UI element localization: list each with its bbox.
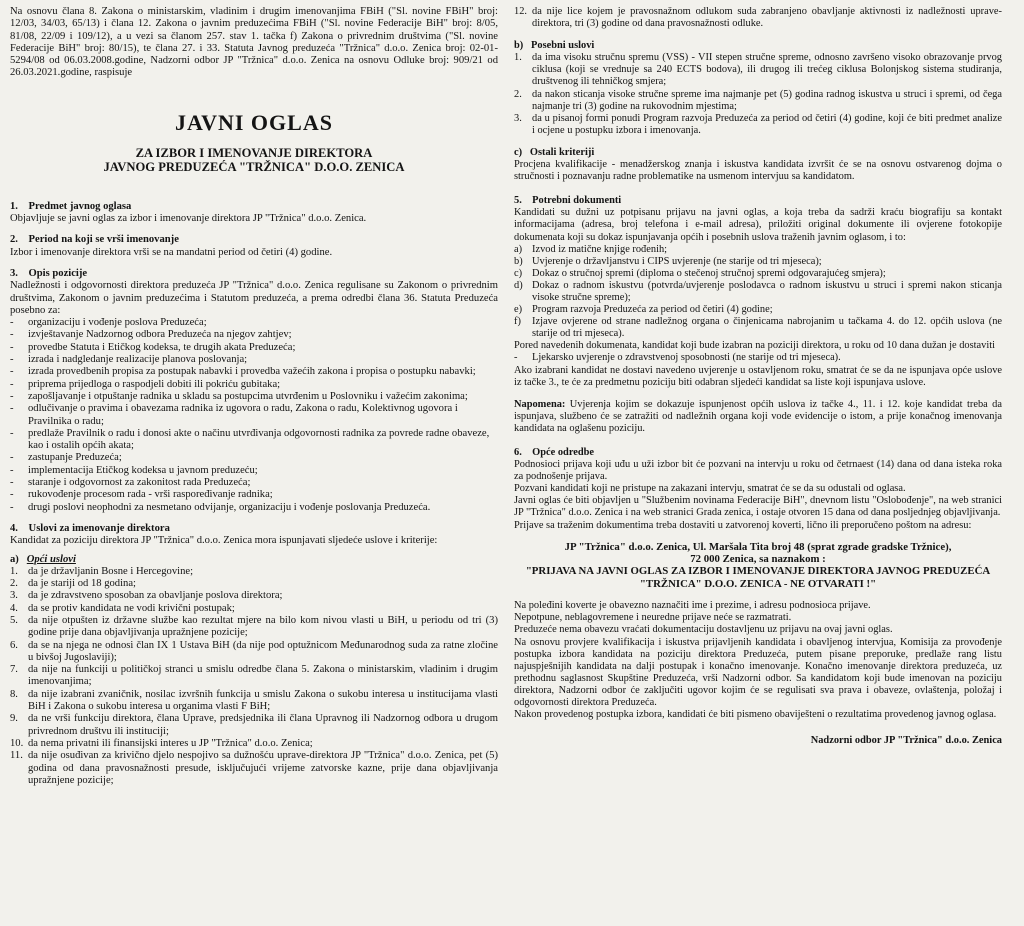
list-item-number: b)	[514, 255, 523, 267]
note-text: Uvjerenja kojim se dokazuje ispunjenost općih uslova iz tačke 4., 11. i 12. koje kandidat treba da ispunjava, službeno će se zatražiti od nadležnih organa koji vode evidencije o istom, a prije konačnog imenovanja kandidata na oglašenu poziciju.	[514, 398, 1002, 434]
paragraph: Na osnovu provjere kvalifikacija i iskustva prijavljenih kandidata i obavljenog intervjua, Komisija za provođenje postupka izbora kandidata na poziciju direktora Preduzeća, putem pisane preporuke, predlaže rang listu najuspješnijih kandidata na dalji postupak i konačno imenovanje. Konačno imenovanje direktora preduzeća, uz prethodnu saglasnost Skupštine Preduzeća, vrši Nadzorni odbor. Sa kandidatom koji bude imenovan na poziciju direktora, Nadzorni odbor će zaključiti ugovor kojim će se regulisati sva prava i obaveze, ovlaštenja, položaj i odgovornosti direktora Preduzeća.	[514, 636, 1002, 709]
section-2	[10, 234, 498, 259]
list-item-text: Uvjerenje o državljanstvu i CIPS uvjerenje (ne starije od tri mjeseca);	[532, 255, 822, 267]
list-item: - odlučivanje o pravima i obavezama radnika iz ugovora o radu, Zakona o radu, Kolektivnog ugovora i Pravilnika o radu;	[10, 403, 498, 428]
list-item: - izrada i nadgledanje realizacije planova poslovanja;	[10, 354, 498, 366]
list-item: - Ljekarsko uvjerenje o zdravstvenoj sposobnosti (ne starije od tri mjeseca).	[514, 352, 1002, 364]
left-column	[10, 6, 498, 922]
list-item: - zapošljavanje i otpuštanje radnika u skladu sa postupcima utvrđenim u Poslovniku i važećim zakonima;	[10, 391, 498, 403]
general-conditions-list-continued	[514, 6, 1002, 30]
section-text: Objavljuje se javni oglas za izbor i imenovanje direktora JP "Tržnica" d.o.o. Zenica.	[10, 213, 367, 225]
list-item-number: 8.	[10, 688, 18, 700]
section-heading: 5. Potrebni dokumenti	[514, 195, 622, 207]
list-item: - implementacija Etičkog kodeksa u javnom preduzeću;	[10, 465, 498, 477]
list-item-number: a)	[514, 243, 523, 255]
address-line: JP "Tržnica" d.o.o. Zenica, Ul. Maršala Tita broj 48 (sprat zgrade gradske Tržnice),	[564, 540, 952, 553]
title-block	[10, 110, 498, 175]
medical-list	[514, 352, 1002, 364]
subsection-title: Opći uslovi	[26, 553, 76, 565]
section-text-2: Pored navedenih dokumenata, kandidat koji bude izabran na poziciji direktora, u roku od 10 dana dužan je dostaviti	[514, 340, 995, 352]
list-item-text: Dokaz o stručnoj spremi (diploma o stečenoj stručnoj spremi odgovarajućeg smjera);	[532, 267, 886, 279]
paragraph: Preduzeće nema obavezu vraćati dokumentaciju dostavljenu uz prijavu na ovaj javni oglas.	[514, 624, 893, 636]
list-item: - priprema prijedloga o raspodjeli dobiti ili pokriću gubitaka;	[10, 379, 498, 391]
list-item-number: f)	[514, 316, 521, 328]
other-criteria-text: Procjena kvalifikacije - menadžerskog znanja i iskustva kandidata izvršit će se na osnovu ostvarenog dojma o stručnosti i poznavanju radne problematike na usmenom intervjuu sa kandidatom.	[514, 159, 1002, 183]
address-line: 72 000 Zenica, sa naznakom :	[690, 553, 826, 566]
paragraph: Na poleđini koverte je obavezno naznačiti ime i prezime, i adresu podnosioca prijave.	[514, 600, 871, 612]
list-item-text: Dokaz o radnom iskustvu (potvrda/uvjerenje poslodavca o radnom iskustvu u struci i spremi nakon sticanja visoke stručne spreme);	[532, 279, 1002, 303]
list-item-text: da nije osuđivan za krivično djelo nespojivo sa dužnošću uprave-direktora JP "Tržnica" d.o.o. Zenica, pet (5) godina od dana pravosnažnosti presude, isključujući vrijeme zatvorske kazne, prije dana objavljivanja upražnjene pozicije;	[28, 750, 498, 786]
duties-list	[10, 317, 498, 514]
list-item: - drugi poslovi neophodni za nesmetano odvijanje, organizaciju i vođenje poslovanja Preduzeća.	[10, 502, 498, 514]
intro-paragraph: Na osnovu člana 8. Zakona o ministarskim, vladinim i drugim imenovanjima FBiH ("Sl. novine FBiH" broj: 12/03, 34/03, 65/13) i člana 12. Zakona o javnim preduzećima FBiH ("Sl. novine Federacije BiH" broj: 8/05, 81/08, 22/09 i 109/12), a u vezi sa članom 257. stav 1. tačka f) Zakona o privrednim društvima ("Sl. novine Federacije BiH" broj: 80/15), te člana 27. i 33. Statuta Javnog preduzeća "Tržnica" d.o.o. Zenica broj: 02-01-5294/08 od 06.03.2008.godine, Nadzorni odbor JP "Tržnica" d.o.o. Zenica na osnovu Odluke broj: 909/21 od 26.03.2021.godine, raspisuje	[10, 6, 498, 79]
right-column	[514, 6, 1002, 922]
list-item-number: 3.	[10, 590, 18, 602]
special-conditions-list	[514, 52, 1002, 137]
paragraph: Prijave sa traženim dokumentima treba dostaviti u zatvorenoj koverti, lično ili preporučeno poštom na adresu:	[514, 519, 972, 531]
list-item	[10, 664, 498, 689]
list-item-text: da nakon sticanja visoke stručne spreme ima najmanje pet (5) godina radnog iskustva u struci i spremi, od čega najmanje tri (3) godine na rukovodnim mjestima;	[532, 88, 1002, 112]
list-item-text: da nema privatni ili finansijski interes u JP "Tržnica" d.o.o. Zenica;	[28, 737, 313, 749]
list-item-text: da je stariji od 18 godina;	[28, 578, 136, 590]
list-item-text: da se protiv kandidata ne vodi krivični postupak;	[28, 602, 235, 614]
note-paragraph	[514, 399, 1002, 435]
general-conditions-list	[10, 566, 498, 787]
list-item	[514, 6, 1002, 30]
list-item	[10, 603, 498, 615]
list-item-number: 5.	[10, 614, 18, 626]
section-6	[514, 447, 1002, 721]
subsection-b-heading	[514, 40, 1002, 52]
list-item-text: da je zdravstveno sposoban za obavljanje poslova direktora;	[28, 590, 283, 602]
list-item: - rukovođenje procesom rada - vrši raspoređivanje radnika;	[10, 489, 498, 501]
list-item-text: da ima visoku stručnu spremu (VSS) - VII stepen stručne spreme, odnosno završeno visoko obrazovanje prvog ciklusa (koji se vrednuje sa 240 ECTS bodova), ili drugog ili trećeg ciklusa Bolonjskog sistema studiranja, društvenog ili tehničkog smjera;	[532, 52, 1002, 88]
documents-list	[514, 244, 1002, 341]
list-item: - zastupanje Preduzeća;	[10, 452, 498, 464]
list-item-number: 7.	[10, 664, 18, 676]
list-item-number: 1.	[514, 52, 522, 64]
section-heading: 6. Opće odredbe	[514, 447, 595, 458]
paragraph: Nepotpune, neblagovremene i neuredne prijave neće se razmatrati.	[514, 612, 792, 624]
list-item-number: 10.	[10, 737, 24, 749]
section-heading: 4. Uslovi za imenovanje direktora	[10, 522, 170, 534]
section-4	[10, 523, 498, 787]
list-item: - predlaže Pravilnik o radu i donosi akte o načinu utvrđivanja odgovornosti radnika za povrede radne obaveze, kao i ostalih općih akata;	[10, 428, 498, 453]
list-item-number: 12.	[514, 6, 527, 17]
page-title: JAVNI OGLAS	[175, 109, 333, 135]
subsection-a-heading	[10, 554, 498, 566]
paragraph: Javni oglas će biti objavljen u "Službenim novinama Federacije BiH", dnevnom listu "Oslobođenje", na web stranici JP "Tržnica" d.o.o. Zenica i na web stranici Grada zenica, i ostaje otvoren 15 dana od dana posljednjeg objavljivanja.	[514, 495, 1002, 519]
list-item-number: d)	[514, 279, 523, 291]
list-item-text: da nije lice kojem je pravosnažnom odlukom suda zabranjeno obavljanje aktivnosti iz nadležnosti uprave-direktora, tri (3) godine od dana pravosnažnosti odluke.	[532, 6, 1002, 30]
list-item-text: da je državljanin Bosne i Hercegovine;	[28, 565, 194, 577]
list-item: - izrada provedbenih propisa za postupak nabavki i provedba važećih zakona i propisa o postupku nabavki;	[10, 366, 498, 378]
address-block	[514, 541, 1002, 591]
list-item	[10, 750, 498, 787]
list-item	[10, 713, 498, 738]
list-item-number: 3.	[514, 112, 522, 124]
list-item-number: 6.	[10, 639, 18, 651]
list-item	[10, 578, 498, 590]
list-item	[10, 640, 498, 665]
list-item-number: e)	[514, 304, 523, 316]
list-item: - provedbe Statuta i Etičkog kodeksa, te drugih akata Preduzeća;	[10, 342, 498, 354]
subtitle-line-2: JAVNOG PREDUZEĆA "TRŽNICA" D.O.O. ZENICA	[103, 160, 405, 175]
list-item-text: da nije otpušten iz državne službe kao rezultat mjere na bilo kom nivou vlasti u BiH, u periodu od tri (3) godine prije dana objavljivanja upražnjene pozicije;	[28, 614, 498, 639]
list-item	[514, 304, 1002, 316]
list-item-text: da nije na funkciji u političkoj stranci u smislu odredbe člana 5. Zakona o ministarskim, vladinim i drugim imenovanjima;	[28, 664, 498, 688]
list-item-text: Program razvoja Preduzeća za period od četiri (4) godine;	[532, 304, 773, 316]
list-item: - organizaciju i vođenje poslova Preduzeća;	[10, 317, 498, 329]
subsection-title: Ostali kriteriji	[529, 146, 595, 158]
paragraph: Pozvani kandidati koji ne pristupe na zakazani intervju, smatrat će se da su odustali od oglasa.	[514, 483, 906, 495]
section-text: Izbor i imenovanje direktora vrši se na mandatni period od četiri (4) godine.	[10, 246, 333, 258]
section-text: Kandidati su dužni uz potpisanu prijavu na javni oglas, a koja treba da sadrži kraću biografiju sa kontakt informacijama (adresa, broj telefona i e-mail adresa), priložiti original dokumente ili ovjerene fotokopije dokumenata koji su dokaz ispunjavanja općih i posebnih uslova traženih javnim oglasom, i to:	[514, 207, 1002, 243]
paragraph: Nakon provedenog postupka izbora, kandidati će biti pismeno obaviješteni o rezultatima provedenog javnog oglasa.	[514, 709, 997, 721]
list-item-number: 2.	[10, 578, 18, 590]
subtitle-line-1: ZA IZBOR I IMENOVANJE DIREKTORA	[135, 145, 373, 160]
list-item-number: 11.	[10, 750, 23, 762]
section-1	[10, 201, 498, 226]
subsection-c-heading	[514, 147, 1002, 159]
paragraph: Podnosioci prijava koji uđu u uži izbor bit će pozvani na intervju u roku od četrnaest (14) dana od dana isteka roka za podnošenje prijava.	[514, 459, 1002, 483]
section-text: Nadležnosti i odgovornosti direktora preduzeća JP "Tržnica" d.o.o. Zenica regulisane su Zakonom o privrednim društvima, Zakonom o javnim preduzećima i Statutom preduzeća, a prema odredbi člana 36. Statuta Preduzeća posebno za:	[10, 280, 498, 316]
address-line: "PRIJAVA NA JAVNI OGLAS ZA IZBOR I IMENOVANJE DIREKTORA JAVNOG PREDUZEĆA "TRŽNICA" D.O.O. ZENICA - NE OTVARATI !"	[525, 565, 991, 590]
section-heading: 2. Period na koji se vrši imenovanje	[10, 234, 179, 246]
subsection-label: a)	[10, 553, 19, 565]
subsection-title: Posebni uslovi	[531, 40, 595, 52]
section-heading: 3. Opis pozicije	[10, 267, 88, 279]
list-item	[514, 280, 1002, 304]
list-item-text: Izvod iz matične knjige rođenih;	[532, 243, 668, 255]
list-item	[10, 566, 498, 578]
list-item	[514, 268, 1002, 280]
list-item-number: 2.	[514, 88, 522, 100]
subsection-label: c)	[514, 146, 523, 158]
subsection-label: b)	[514, 40, 524, 52]
list-item-number: c)	[514, 267, 523, 279]
section-3	[10, 268, 498, 514]
list-item	[10, 590, 498, 602]
list-item-text: da u pisanoj formi ponudi Program razvoja Preduzeća za period od četiri (4) godine, koji će biti predmet analize i ocjene u postupku izbora i imenovanja.	[532, 112, 1002, 136]
list-item	[514, 89, 1002, 113]
signature: Nadzorni odbor JP "Tržnica" d.o.o. Zenica	[810, 735, 1002, 747]
list-item	[10, 689, 498, 714]
list-item	[514, 244, 1002, 256]
list-item-text: Izjave ovjerene od strane nadležnog organa o činjenicama nabrojanim u tačkama 4. do 12. općih uslova (ne starije od tri mjeseca).	[532, 316, 1002, 340]
list-item-text: da ne vrši funkciju direktora, člana Uprave, predsjednika ili člana Upravnog ili Nadzornog odbora u drugom privrednom društvu ili instituciji;	[28, 713, 498, 737]
section-text-3: Ako izabrani kandidat ne dostavi navedeno uvjerenje u ostavljenom roku, smatrat će se da ne ispunjava opće uslove iz tačke 3., te će za predmetnu poziciju biti odabran sljedeći kandidat sa liste koji ispunjava uslove.	[514, 364, 1002, 388]
section-heading: 1. Predmet javnog oglasa	[10, 200, 132, 212]
list-item	[514, 113, 1002, 137]
list-item-text: da se na njega ne odnosi član IX 1 Ustava BiH (da nije pod optužnicom Međunarodnog suda za ratne zločine u bivšoj Jugoslaviji);	[28, 639, 498, 663]
list-item	[514, 52, 1002, 88]
list-item-number: 1.	[10, 565, 18, 577]
list-item-number: 4.	[10, 602, 18, 614]
list-item	[10, 615, 498, 640]
list-item	[514, 316, 1002, 340]
note-label: Napomena:	[514, 398, 566, 410]
list-item-text: da nije izabrani zvaničnik, nosilac izvršnih funkcija u smislu Zakona o sukobu interesa u institucijama vlasti BiH i Zakona o sukobu interesa u organima vlasti F BiH;	[28, 688, 498, 713]
list-item: - staranje i odgovornost za zakonitost rada Preduzeća;	[10, 477, 498, 489]
list-item	[10, 738, 498, 750]
list-item: - izvještavanje Nadzornog odbora Preduzeća na njegov zahtjev;	[10, 329, 498, 341]
section-5	[514, 195, 1002, 389]
section-text: Kandidat za poziciju direktora JP "Tržnica" d.o.o. Zenica mora ispunjavati sljedeće uslove i kriterije:	[10, 535, 438, 547]
list-item-number: 9.	[10, 713, 18, 725]
list-item	[514, 256, 1002, 268]
